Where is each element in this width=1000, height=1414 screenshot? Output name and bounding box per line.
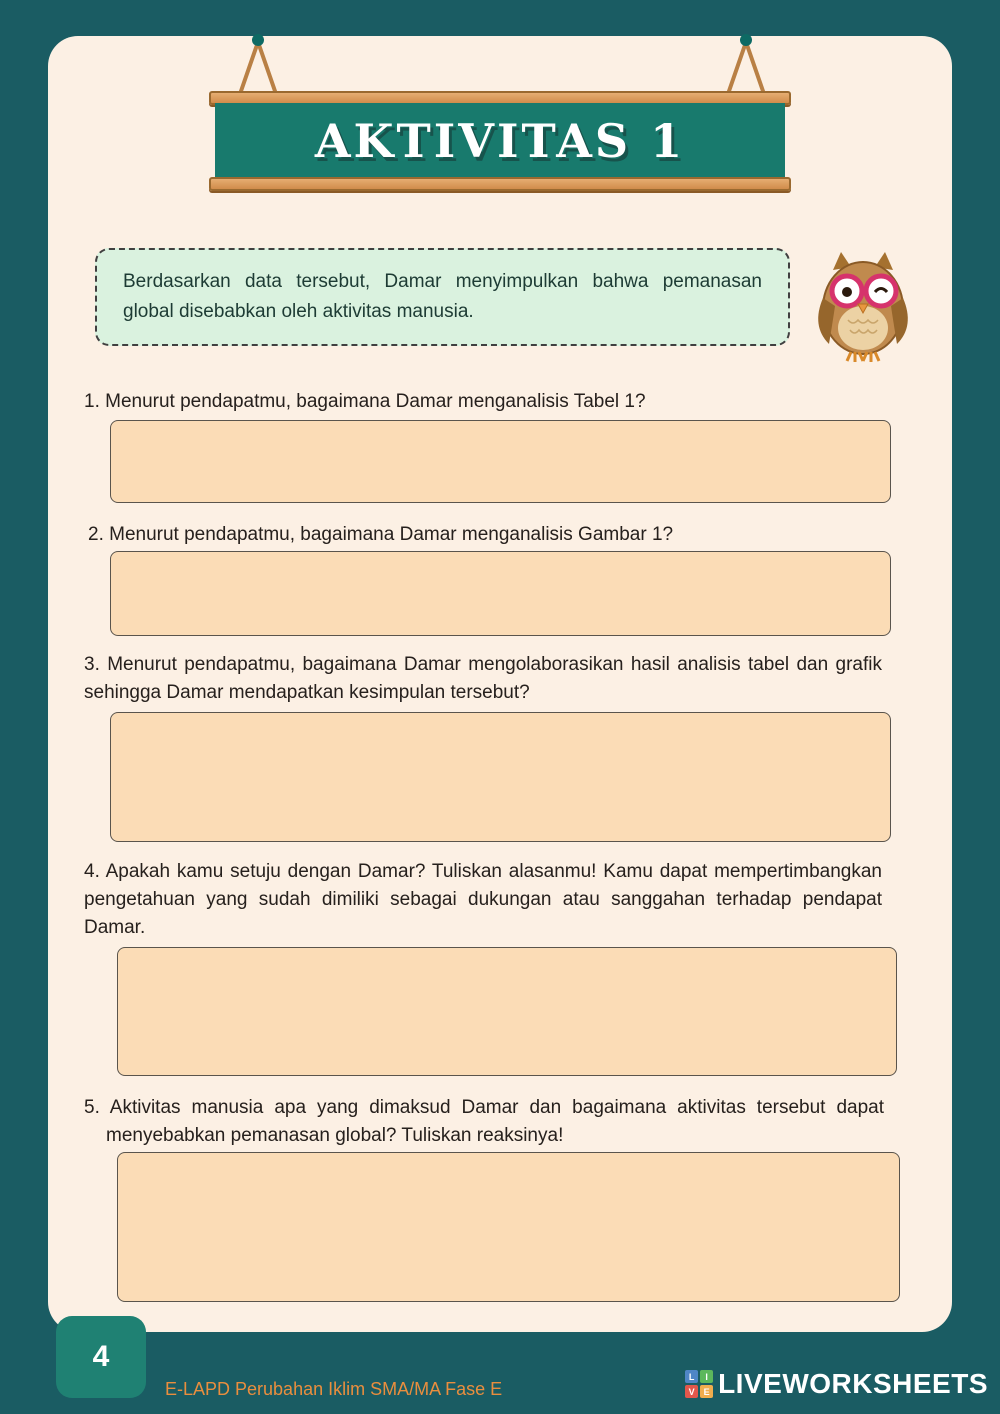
liveworksheets-logo-icon <box>685 1370 713 1398</box>
answer-input-1[interactable] <box>110 420 891 503</box>
document-footer-title: E-LAPD Perubahan Iklim SMA/MA Fase E <box>165 1379 503 1399</box>
logo-square-i: I <box>700 1370 713 1383</box>
answer-input-5[interactable] <box>117 1152 900 1302</box>
intro-statement-box <box>95 248 790 346</box>
sign-wood-bar-bottom <box>209 177 791 191</box>
owl-mascot-icon <box>802 246 924 371</box>
intro-statement-text: Berdasarkan data tersebut, Damar menyimpulkan bahwa pemanasan global disebabkan oleh aktivitas manusia. <box>123 271 762 322</box>
logo-square-v: V <box>685 1385 698 1398</box>
activity-banner <box>215 103 785 179</box>
logo-square-l: L <box>685 1370 698 1383</box>
question-4-label: 4. Apakah kamu setuju dengan Damar? Tuliskan alasanmu! Kamu dapat mempertimbangkan pengetahuan yang sudah dimiliki sebagai dukungan atau sanggahan terhadap pendapat Damar. <box>84 861 882 938</box>
activity-title: AKTIVITAS 1 <box>314 114 686 168</box>
sign-hanger-strings <box>0 30 1000 100</box>
page-number-tile <box>56 1316 146 1398</box>
liveworksheets-brand[interactable] <box>685 1368 988 1400</box>
question-2-label: 2. Menurut pendapatmu, bagaimana Damar menganalisis Gambar 1? <box>88 524 674 545</box>
answer-input-2[interactable] <box>110 551 891 636</box>
answer-input-3[interactable] <box>110 712 891 842</box>
answer-input-4[interactable] <box>117 947 897 1076</box>
question-5-label: 5. Aktivitas manusia apa yang dimaksud Damar dan bagaimana aktivitas tersebut dapat menyebabkan pemanasan global? Tuliskan reaksinya! <box>84 1097 884 1146</box>
question-3-label: 3. Menurut pendapatmu, bagaimana Damar mengolaborasikan hasil analisis tabel dan grafik sehingga Damar mendapatkan kesimpulan tersebut? <box>84 654 882 703</box>
question-1-label: 1. Menurut pendapatmu, bagaimana Damar menganalisis Tabel 1? <box>84 391 646 412</box>
logo-square-e: E <box>700 1385 713 1398</box>
liveworksheets-wordmark: LIVEWORKSHEETS <box>718 1368 988 1399</box>
page-number: 4 <box>92 1340 110 1373</box>
